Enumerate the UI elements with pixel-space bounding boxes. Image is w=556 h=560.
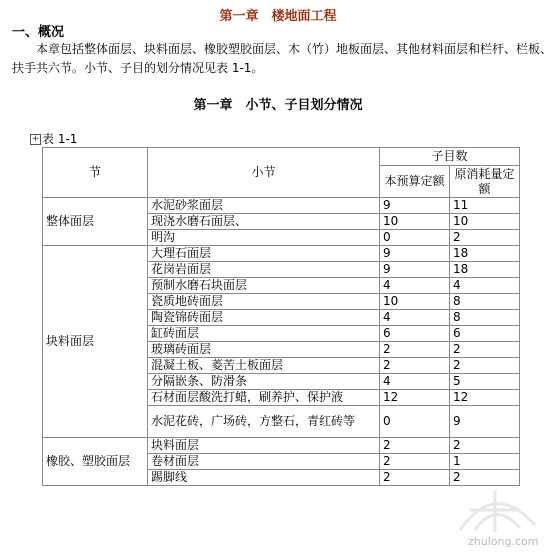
page-title: 第一章 楼地面工程	[219, 9, 337, 24]
count-old-cell: 12	[450, 390, 520, 406]
count-new-cell: 9	[380, 198, 450, 214]
subsection-name-cell: 缸砖面层	[148, 326, 380, 342]
count-new-cell: 2	[380, 342, 450, 358]
count-old-cell: 2	[450, 470, 520, 486]
count-new-cell: 0	[380, 406, 450, 438]
count-old-cell: 5	[450, 374, 520, 390]
count-old-cell: 2	[450, 342, 520, 358]
table-header-row	[43, 148, 520, 166]
count-new-cell: 4	[380, 310, 450, 326]
subsection-name-cell: 石材面层酸洗打蜡，刷养护、保护液	[148, 390, 380, 406]
count-old-cell: 2	[450, 358, 520, 374]
subsection-name-cell: 分隔嵌条、防滑条	[148, 374, 380, 390]
count-new-cell: 2	[380, 358, 450, 374]
count-old-cell: 18	[450, 246, 520, 262]
count-new-cell: 2	[380, 470, 450, 486]
section-name-cell: 整体面层	[43, 198, 148, 246]
count-old-cell: 11	[450, 198, 520, 214]
subsection-name-cell: 块料面层	[148, 438, 380, 454]
count-old-cell: 6	[450, 326, 520, 342]
table-subtitle: 第一章 小节、子目划分情况	[193, 98, 363, 113]
subsection-name-cell: 大理石面层	[148, 246, 380, 262]
header-subsection: 小节	[148, 148, 380, 198]
header-col-new: 本预算定额	[380, 166, 450, 198]
subsection-name-cell: 明沟	[148, 230, 380, 246]
table-row	[43, 246, 520, 262]
subsection-name-cell: 踢脚线	[148, 470, 380, 486]
watermark-text: zhulong.com	[468, 535, 539, 548]
count-new-cell: 9	[380, 246, 450, 262]
header-col-old: 原消耗量定额	[450, 166, 520, 198]
table-row	[43, 438, 520, 454]
count-old-cell: 9	[450, 406, 520, 438]
table-caption: 表 1-1	[42, 132, 78, 146]
subsection-name-cell: 卷材面层	[148, 454, 380, 470]
subsection-name-cell: 预制水磨石块面层	[148, 278, 380, 294]
count-new-cell: 10	[380, 214, 450, 230]
subsection-name-cell: 现浇水磨石面层、	[148, 214, 380, 230]
count-new-cell: 9	[380, 262, 450, 278]
count-old-cell: 10	[450, 214, 520, 230]
plus-box-icon[interactable]: +	[31, 134, 40, 144]
section-name-cell: 块料面层	[43, 246, 148, 438]
subsection-name-cell: 混凝土板、菱苦土板面层	[148, 358, 380, 374]
table-row	[43, 198, 520, 214]
count-new-cell: 10	[380, 294, 450, 310]
count-old-cell: 2	[450, 438, 520, 454]
count-new-cell: 4	[380, 278, 450, 294]
header-items: 子目数	[380, 148, 520, 166]
count-new-cell: 0	[380, 230, 450, 246]
count-new-cell: 12	[380, 390, 450, 406]
subsection-name-cell: 花岗岩面层	[148, 262, 380, 278]
intro-paragraph: 本章包括整体面层、块料面层、橡胶塑胶面层、木（竹）地板面层、其他材料面层和栏杆、栏板、扶手共六节。小节、子目的划分情况见表 1-1。	[12, 42, 553, 75]
division-table	[42, 147, 520, 486]
count-old-cell: 2	[450, 230, 520, 246]
count-new-cell: 6	[380, 326, 450, 342]
count-old-cell: 1	[450, 454, 520, 470]
subsection-name-cell: 水泥花砖，广场砖，方整石，青红砖等	[148, 406, 380, 438]
subsection-name-cell: 瓷质地砖面层	[148, 294, 380, 310]
count-old-cell: 18	[450, 262, 520, 278]
subsection-name-cell: 陶瓷锦砖面层	[148, 310, 380, 326]
section-name-cell: 橡胶、塑胶面层	[43, 438, 148, 486]
section-heading: 一、概况	[12, 25, 65, 40]
count-old-cell: 4	[450, 278, 520, 294]
header-section: 节	[43, 148, 148, 198]
count-old-cell: 8	[450, 294, 520, 310]
count-new-cell: 2	[380, 438, 450, 454]
count-new-cell: 2	[380, 454, 450, 470]
subsection-name-cell: 玻璃砖面层	[148, 342, 380, 358]
count-old-cell: 8	[450, 310, 520, 326]
count-new-cell: 4	[380, 374, 450, 390]
subsection-name-cell: 水泥砂浆面层	[148, 198, 380, 214]
